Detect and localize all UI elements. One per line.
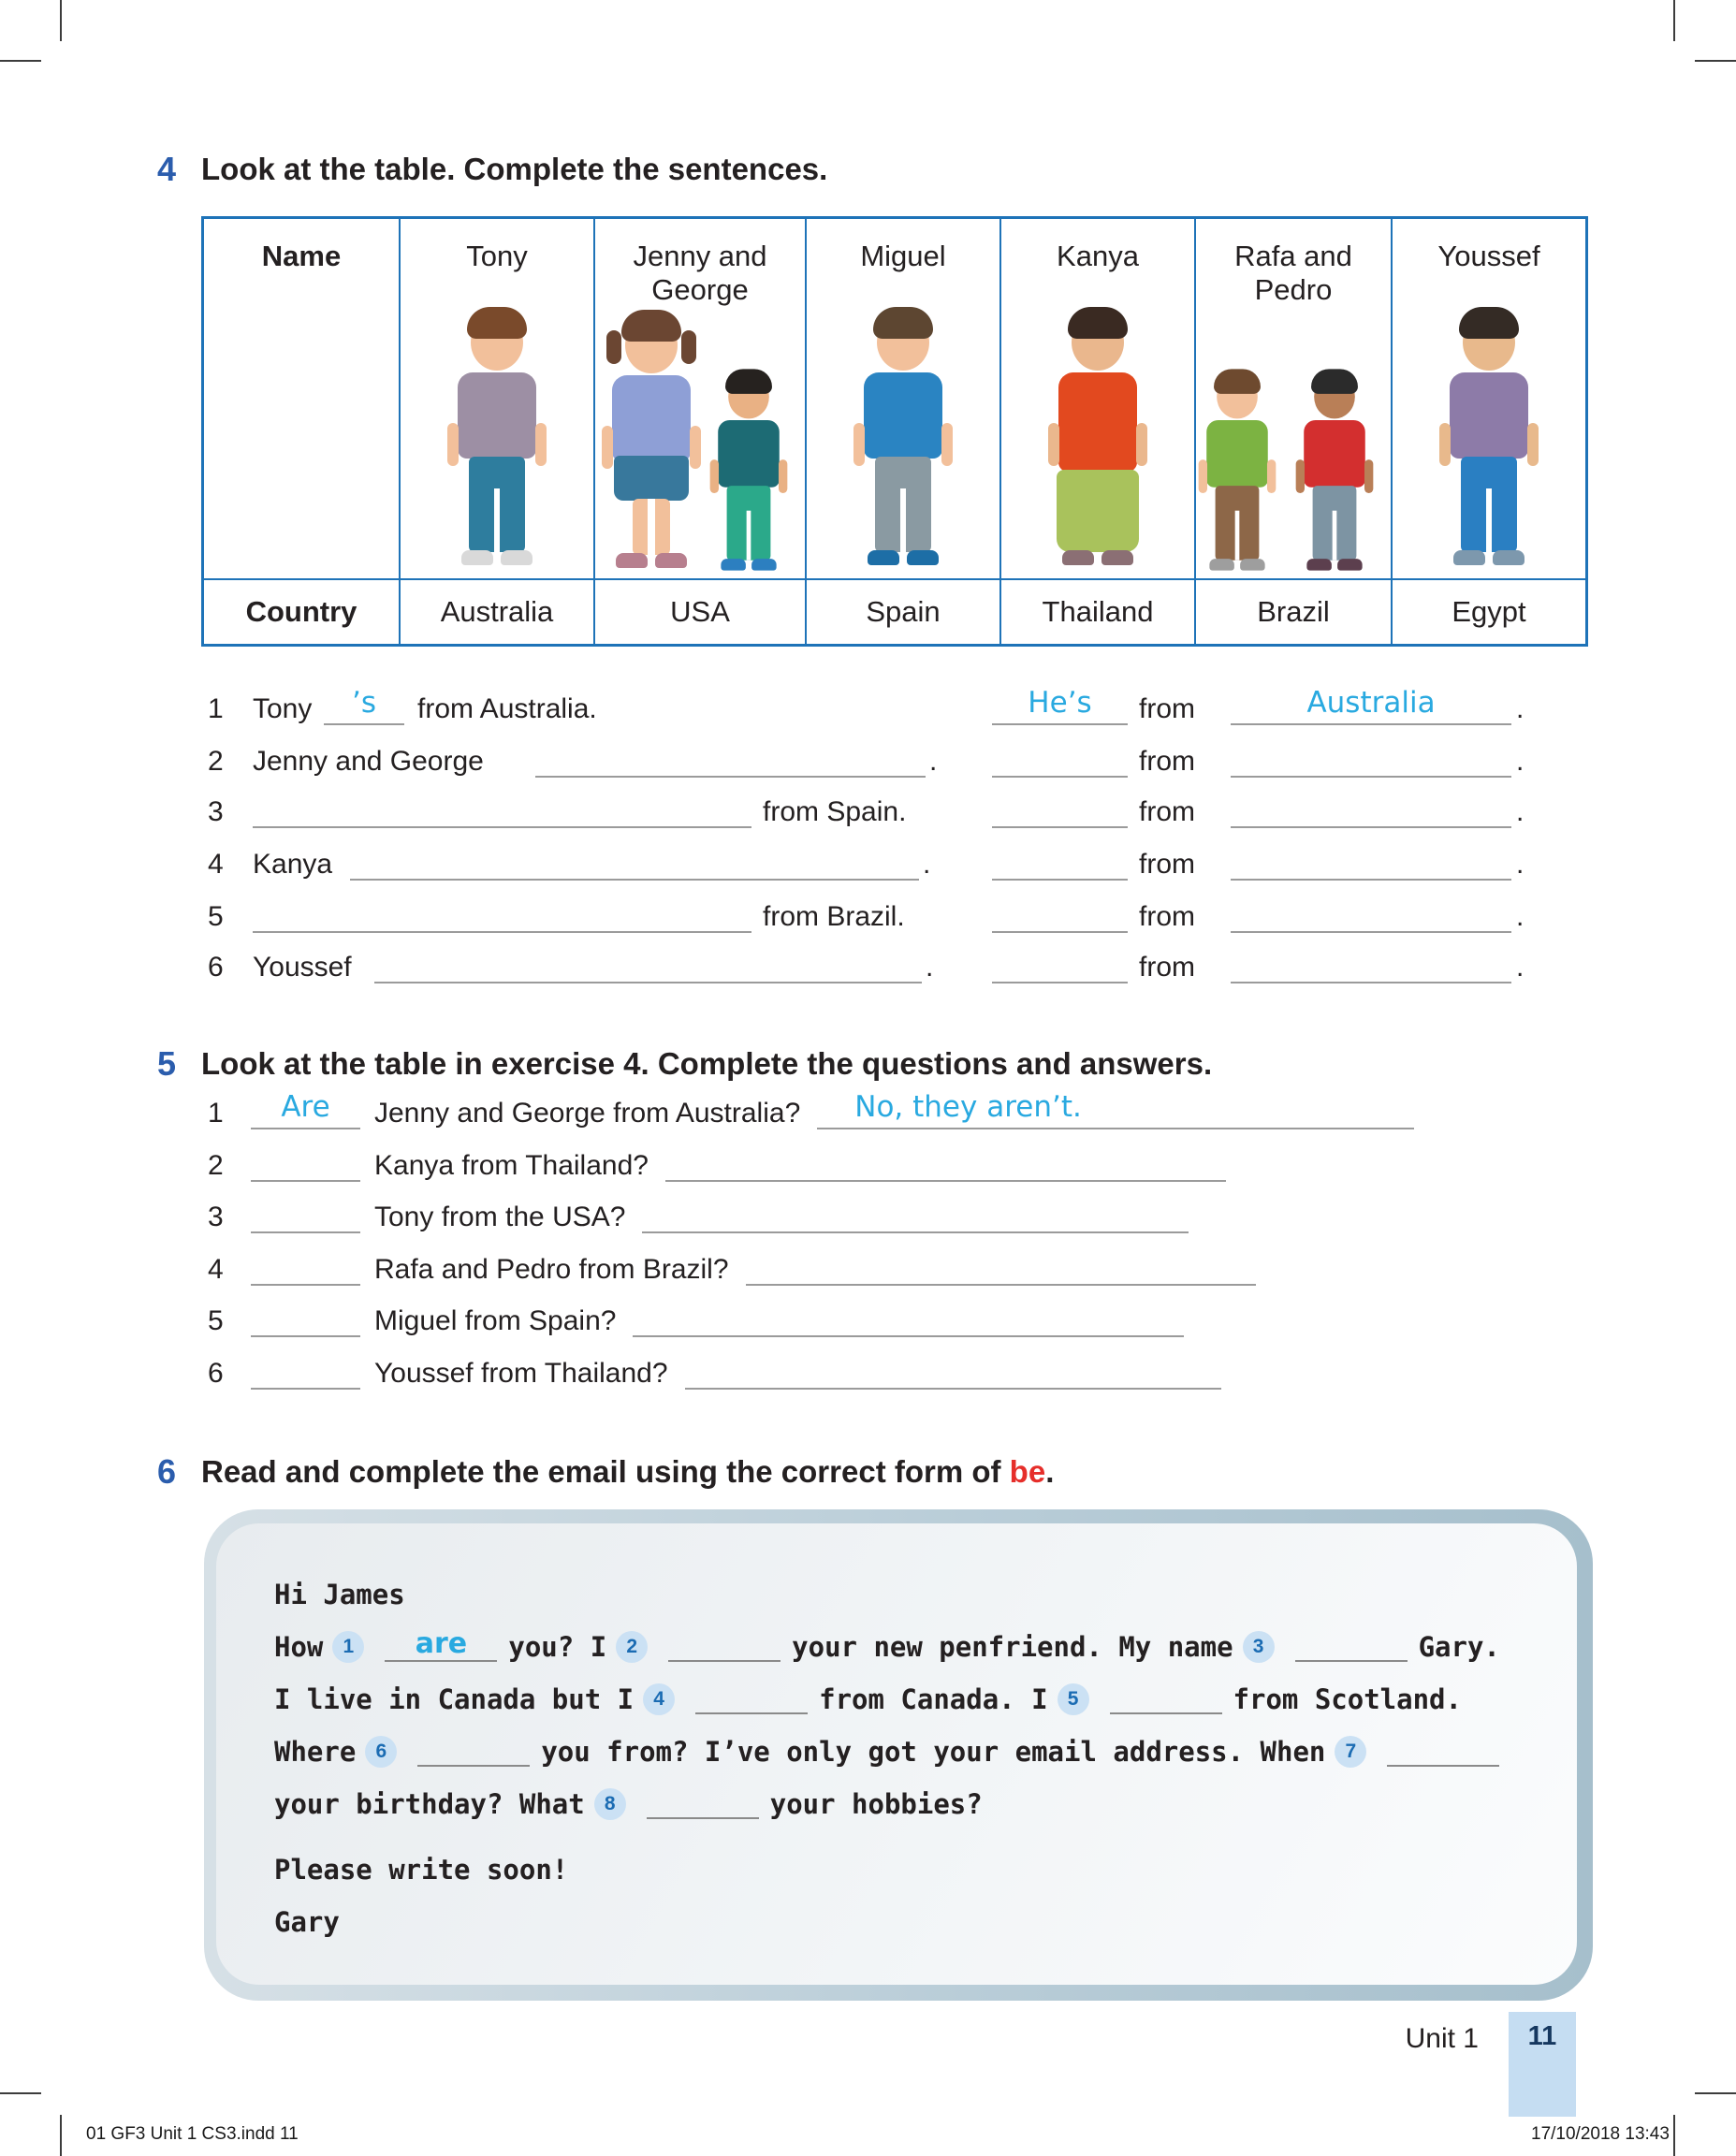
country-value: USA [670,595,730,628]
email-line-closing [274,1849,1539,1890]
ex4-sentence-row-6 [0,940,1736,993]
item-number: 1 [208,1098,224,1129]
answer-blank[interactable] [668,1632,780,1662]
exercise4-table [201,216,1588,647]
sentence-text: . [1516,952,1524,983]
sentence-text: Jenny and George [253,746,484,777]
answer-blank[interactable] [665,1146,1226,1182]
item-number: 2 [208,1150,224,1181]
email-text: your birthday? What [274,1788,585,1820]
ex4-sentence-row-1 [0,682,1736,735]
email-text: I live in Canada but I [274,1683,635,1715]
kanya-illustration [1042,303,1154,576]
youssef-illustration [1433,303,1545,576]
ex5-item-6 [0,1347,1736,1399]
handwritten-answer: Australia [1306,686,1436,720]
question-text: Rafa and Pedro from Brazil? [374,1254,729,1285]
handwritten-answer: ’s [351,686,377,720]
exercise5-title: Look at the table in exercise 4. Complete the questions and answers. [201,1046,1213,1081]
exercise4-number: 4 [157,150,177,188]
imprint-date: 17/10/2018 13:43 [1531,2124,1670,2144]
crop-mark [0,2092,41,2094]
answer-blank[interactable] [251,1090,360,1129]
answer-blank[interactable] [253,897,751,933]
email-text: Gary [274,1906,340,1938]
item-number: 3 [208,796,224,827]
item-number: 6 [208,1358,224,1389]
gap-number-badge: 6 [365,1736,397,1768]
sentence-text: from [1139,901,1195,932]
sentence-text: . [926,952,934,983]
email-line-2 [274,1626,1539,1668]
question-and-answer [374,1090,1414,1129]
answer-blank[interactable] [992,742,1128,778]
sentence-text: from Spain. [763,796,907,827]
answer-blank[interactable] [385,1627,497,1662]
answer-blank[interactable] [1231,793,1511,828]
crop-mark [0,60,41,62]
title-text: Read and complete the email using the correct form of [201,1454,1010,1489]
email-text: you from? I’ve only got your email address. When [541,1736,1326,1768]
crop-mark [1695,60,1736,62]
email-text: Gary. [1418,1631,1500,1663]
crop-mark [1673,2115,1675,2156]
sentence-text: . [1516,693,1524,724]
answer-blank[interactable] [417,1737,530,1767]
sentence-text: from [1139,693,1195,724]
title-text: . [1045,1454,1055,1489]
email-line-greeting [274,1574,1539,1615]
item-number: 5 [208,901,224,932]
crop-mark [1673,0,1675,41]
answer-blank[interactable] [633,1302,1184,1337]
email-text: How [274,1631,324,1663]
sentence-text: Youssef [253,952,352,983]
jenny-illustration [595,306,708,579]
miguel-illustration [847,303,959,576]
answer-blank[interactable] [1231,948,1511,983]
email-text: Where [274,1736,357,1768]
gap-number-badge: 8 [594,1788,626,1820]
sentence-text: Tony [253,693,313,724]
item-number: 2 [208,746,224,777]
ex5-item-1 [0,1086,1736,1139]
sentence-text: from Brazil. [763,901,905,932]
answer-blank[interactable] [1110,1684,1222,1714]
pedro-illustration [1291,367,1379,580]
answer-blank[interactable] [992,845,1128,881]
answer-blank[interactable] [992,948,1128,983]
email-text: from Canada. I [819,1683,1048,1715]
exercise6-number: 6 [157,1452,177,1491]
column-name: Miguel [860,240,946,272]
email-text: Hi James [274,1579,405,1610]
answer-blank[interactable] [350,845,919,881]
email-line-5 [274,1784,1539,1825]
email-text: your hobbies? [769,1788,983,1820]
question-and-answer [374,1250,1256,1286]
table-cell-tony [399,219,593,578]
country-value: Thailand [1042,595,1154,628]
question-and-answer [374,1354,1221,1390]
sentence-text: . [1516,746,1524,777]
sentence-text: . [923,849,931,880]
ex4-sentence-row-5 [0,890,1736,942]
exercise5-header [0,1044,1736,1089]
answer-blank[interactable] [1295,1632,1408,1662]
column-name: Tony [466,240,528,272]
table-cell-country [1391,578,1585,644]
gap-number-badge: 2 [616,1631,648,1663]
column-name: Kanya [1057,240,1139,272]
gap-number-badge: 4 [643,1683,675,1715]
answer-blank[interactable] [642,1198,1189,1233]
exercise4-header [0,150,1736,195]
page-number: 11 [1527,2021,1557,2051]
table-cell-youssef [1391,219,1585,578]
crop-mark [60,0,62,41]
table-cell-country [1194,578,1391,644]
question-text: Tony from the USA? [374,1202,626,1232]
sentence-text: . [1516,901,1524,932]
table-cell-country-header [204,578,399,644]
ex5-item-4 [0,1243,1736,1295]
exercise6-title [201,1454,1054,1490]
table-cell-country [399,578,593,644]
item-number: 5 [208,1305,224,1336]
answer-blank[interactable] [695,1684,808,1714]
sentence-text: Kanya [253,849,333,880]
rafa-illustration [1193,367,1281,580]
email-line-4 [274,1731,1539,1772]
table-cell-country [593,578,805,644]
handwritten-answer: He’s [1028,686,1092,720]
exercise5-number: 5 [157,1044,177,1083]
answer-blank[interactable] [992,686,1128,725]
sentence-text: . [1516,796,1524,827]
question-text: Miguel from Spain? [374,1305,617,1336]
handwritten-answer: are [415,1627,468,1660]
table-cell-country [999,578,1194,644]
email-text: Please write soon! [274,1854,569,1886]
handwritten-answer: No, they aren’t. [854,1090,1082,1124]
gap-number-badge: 7 [1335,1736,1366,1768]
sentence-text: . [1516,849,1524,880]
sentence-text: from Australia. [417,693,597,724]
item-number: 3 [208,1202,224,1232]
gap-number-badge: 5 [1058,1683,1089,1715]
ex4-sentence-row-2 [0,735,1736,787]
answer-blank[interactable] [1231,845,1511,881]
sentence-text: from [1139,796,1195,827]
question-and-answer [374,1146,1226,1182]
answer-blank[interactable] [374,948,922,983]
answer-blank[interactable] [992,793,1128,828]
page-number-box [1509,2012,1576,2117]
table-cell-country [805,578,999,644]
exercise4-title: Look at the table. Complete the sentences. [201,152,828,186]
answer-blank[interactable] [1387,1737,1499,1767]
answer-blank[interactable] [324,686,404,725]
country-value: Spain [866,595,941,628]
answer-blank[interactable] [685,1354,1221,1390]
answer-blank[interactable] [1231,686,1511,725]
answer-blank[interactable] [746,1250,1256,1286]
country-header: Country [245,595,357,628]
item-number: 4 [208,1254,224,1285]
column-name: Rafa and Pedro [1234,240,1352,306]
item-number: 6 [208,952,224,983]
answer-blank[interactable] [251,1146,360,1182]
answer-blank[interactable] [251,1250,360,1286]
sentence-text: from [1139,849,1195,880]
email-text: you? I [508,1631,607,1663]
tony-illustration [441,303,553,576]
handwritten-answer: Are [281,1090,330,1124]
country-value: Egypt [1452,595,1526,628]
answer-blank[interactable] [1231,897,1511,933]
question-text: Youssef from Thailand? [374,1358,668,1389]
sentence-text: from [1139,952,1195,983]
answer-blank[interactable] [535,742,926,778]
gap-number-badge: 1 [332,1631,364,1663]
answer-blank[interactable] [251,1302,360,1337]
ex4-sentence-row-4 [0,838,1736,890]
crop-mark [60,2115,62,2156]
answer-blank[interactable] [253,793,751,828]
email-line-signature [274,1901,1539,1943]
imprint-filename: 01 GF3 Unit 1 CS3.indd 11 [86,2124,299,2144]
answer-blank[interactable] [992,897,1128,933]
answer-blank[interactable] [817,1090,1414,1129]
crop-mark [1695,2092,1736,2094]
table-cell-rafa-pedro [1194,219,1391,578]
table-cell-name-header [204,219,399,578]
country-value: Australia [440,595,554,628]
unit-label: Unit 1 [1405,2023,1479,2054]
ex5-item-3 [0,1190,1736,1243]
gap-number-badge: 3 [1243,1631,1275,1663]
country-value: Brazil [1257,595,1330,628]
question-and-answer [374,1302,1184,1337]
column-name: Youssef [1437,240,1540,272]
question-text: Jenny and George from Australia? [374,1098,801,1129]
ex5-item-5 [0,1294,1736,1347]
sentence-text: from [1139,746,1195,777]
email-box [204,1509,1593,2001]
name-header: Name [261,240,342,272]
ex5-item-2 [0,1139,1736,1191]
table-cell-kanya [999,219,1194,578]
table-cell-jenny-george [593,219,805,578]
answer-blank[interactable] [251,1354,360,1390]
answer-blank[interactable] [1231,742,1511,778]
email-content [216,1523,1577,1985]
sentence-text: . [929,746,938,777]
email-text: your new penfriend. My name [792,1631,1233,1663]
exercise6-header [0,1452,1736,1497]
email-line-3 [274,1679,1539,1720]
answer-blank[interactable] [251,1198,360,1233]
question-and-answer [374,1198,1189,1233]
ex4-sentence-row-3 [0,785,1736,838]
question-text: Kanya from Thailand? [374,1150,649,1181]
column-name: Jenny and George [633,240,767,306]
email-text: from Scotland. [1233,1683,1462,1715]
george-illustration [705,367,793,580]
answer-blank[interactable] [647,1789,759,1819]
item-number: 4 [208,849,224,880]
table-cell-miguel [805,219,999,578]
title-highlight: be [1009,1454,1046,1489]
item-number: 1 [208,693,224,724]
